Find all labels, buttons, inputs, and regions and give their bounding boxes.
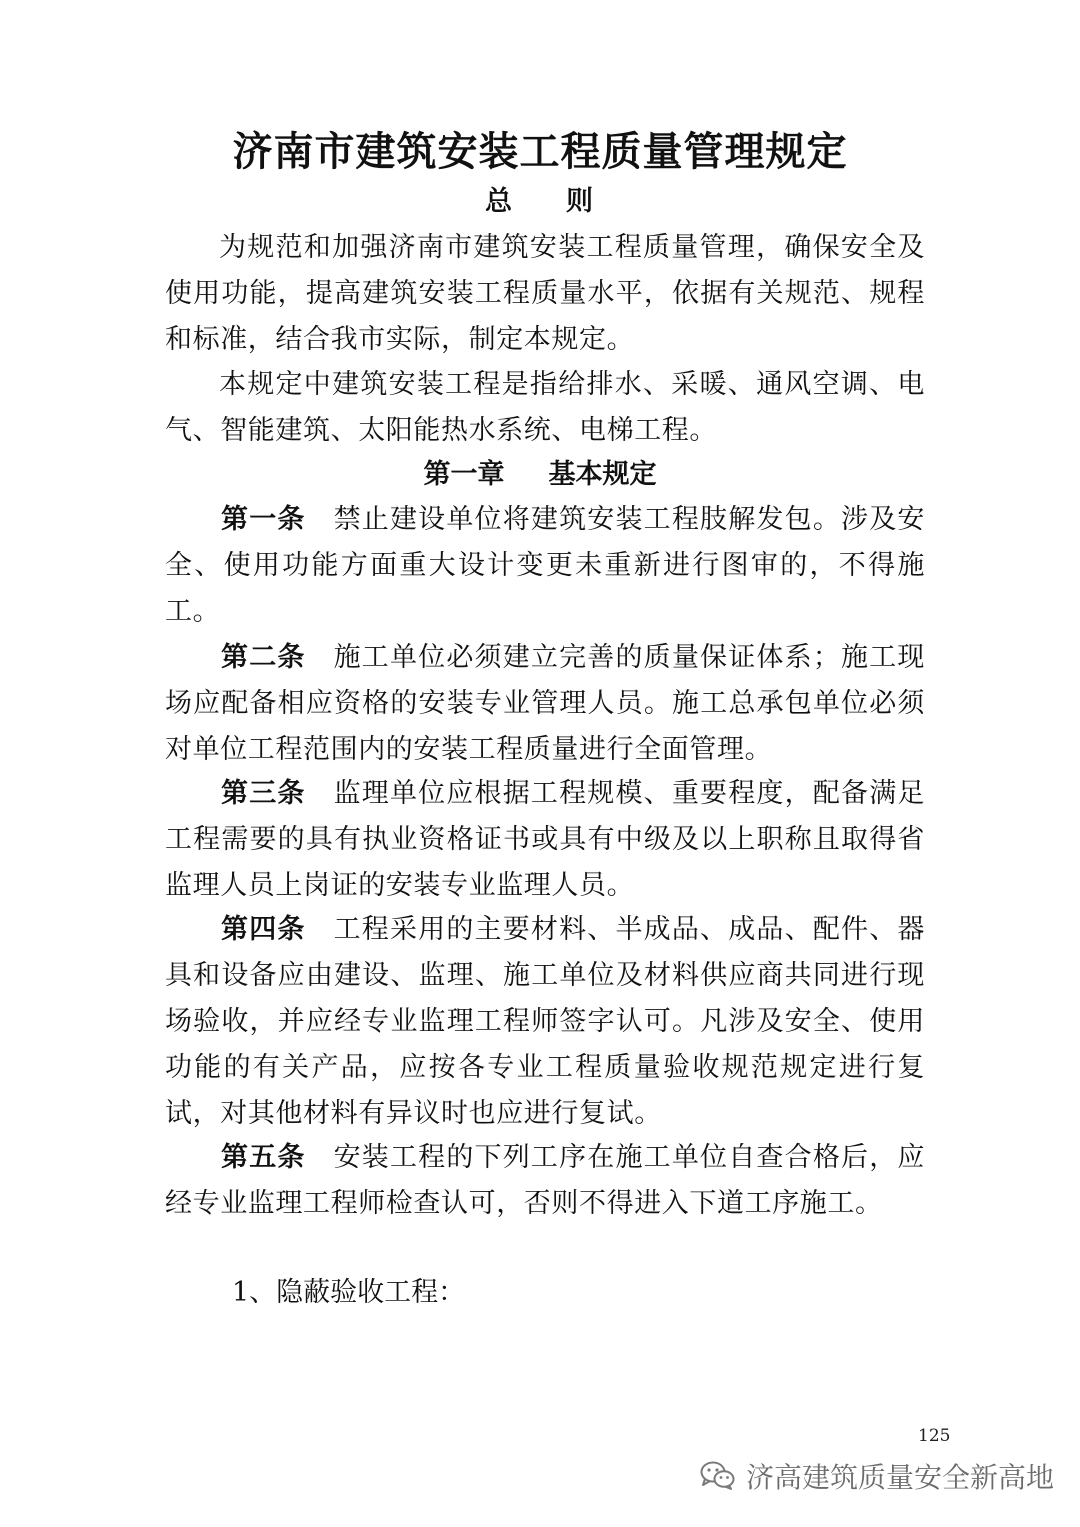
article-number: 第五条 — [221, 1142, 306, 1173]
article-number: 第一条 — [221, 504, 306, 535]
wechat-icon — [700, 1461, 736, 1491]
chapter-heading — [0, 455, 1080, 495]
article-5 — [165, 1135, 925, 1227]
article-number: 第三条 — [221, 778, 306, 809]
general-heading-part2: 则 — [566, 186, 595, 217]
article-number: 第二条 — [221, 642, 306, 673]
page-title: 济南市建筑安装工程质量管理规定 — [232, 128, 848, 175]
article-text: 安装工程的下列工序在施工单位自查合格后，应经专业监理工程师检查认可，否则不得进入下道工序施工。 — [165, 1142, 925, 1219]
article-text: 监理单位应根据工程规模、重要程度，配备满足工程需要的具有执业资格证书或具有中级及以上职称且取得省监理人员上岗证的安装专业监理人员。 — [165, 778, 925, 901]
page-number: 125 — [918, 1426, 951, 1446]
general-provisions-heading — [0, 182, 1080, 222]
chapter-name: 基本规定 — [548, 459, 657, 490]
chapter-number: 第一章 — [423, 459, 505, 490]
list-item-1: 1、隐蔽验收工程： — [232, 1277, 466, 1308]
general-paragraph-2: 本规定中建筑安装工程是指给排水、采暖、通风空调、电气、智能建筑、太阳能热水系统、电梯工程。 — [165, 369, 925, 446]
article-number: 第四条 — [221, 914, 306, 945]
article-text: 禁止建设单位将建筑安装工程肢解发包。涉及安全、使用功能方面重大设计变更未重新进行图审的，不得施工。 — [165, 504, 925, 627]
article-text: 施工单位必须建立完善的质量保证体系；施工现场应配备相应资格的安装专业管理人员。施工总承包单位必须对单位工程范围内的安装工程质量进行全面管理。 — [165, 642, 925, 765]
general-paragraph-1: 为规范和加强济南市建筑安装工程质量管理，确保安全及使用功能，提高建筑安装工程质量水平，依据有关规范、规程和标准，结合我市实际，制定本规定。 — [165, 232, 925, 355]
article-2 — [165, 635, 925, 773]
watermark-text: 济高建筑质量安全新高地 — [746, 1461, 1055, 1494]
article-4 — [165, 907, 925, 1137]
article-text: 工程采用的主要材料、半成品、成品、配件、器具和设备应由建设、监理、施工单位及材料供应商共同进行现场验收，并应经专业监理工程师签字认可。凡涉及安全、使用功能的有关产品，应按各专业工程质量验收规范规定进行复试，对其他材料有异议时也应进行复试。 — [165, 914, 925, 1129]
general-heading-part1: 总 — [485, 186, 514, 217]
watermark — [700, 1456, 1054, 1496]
article-1 — [165, 497, 925, 635]
article-3 — [165, 771, 925, 909]
